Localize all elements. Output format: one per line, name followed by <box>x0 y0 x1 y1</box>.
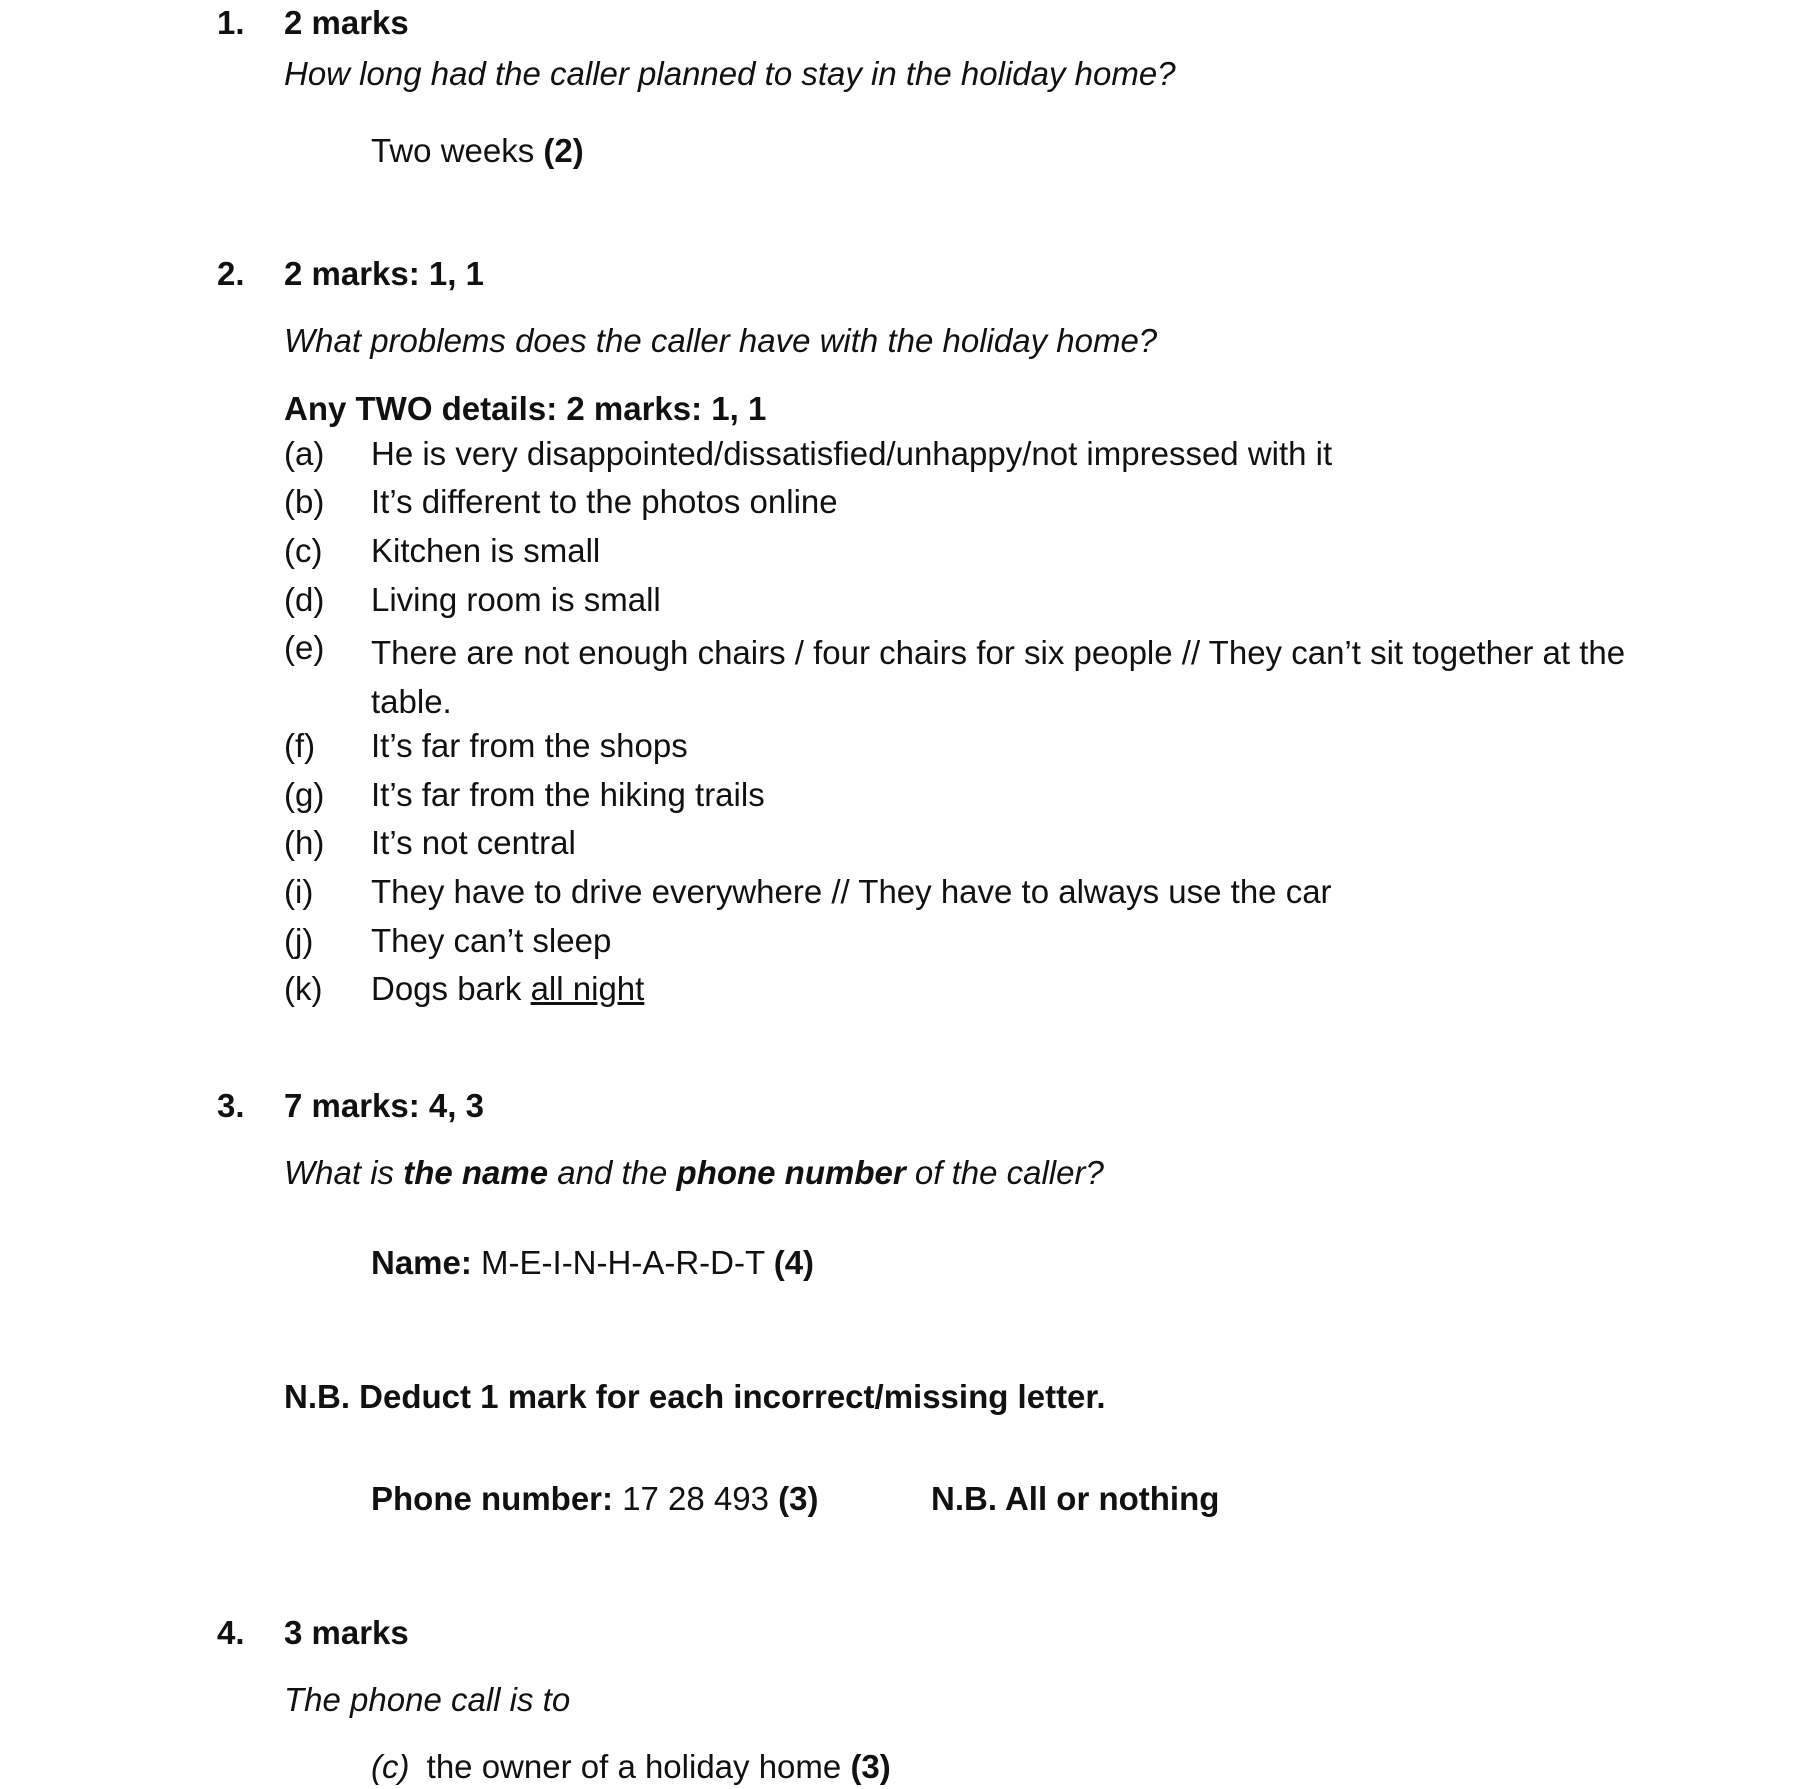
list-item-text: There are not enough chairs / four chairs for six people // They can’t sit together at the table. <box>371 634 1626 720</box>
q1-answer-text: Two weeks <box>371 132 535 169</box>
list-item-text: It’s far from the hiking trails <box>371 776 765 813</box>
list-item-text: It’s not central <box>371 824 576 861</box>
q4-question: The phone call is to <box>284 1681 571 1718</box>
q4-answer-text: the owner of a holiday home <box>426 1748 842 1785</box>
list-item-label: (f) <box>284 727 316 764</box>
q1-question: How long had the caller planned to stay in the holiday home? <box>284 55 1176 92</box>
q3-question-part: of the caller? <box>914 1154 1104 1191</box>
q3-question-emphasis: phone number <box>676 1154 906 1191</box>
q3-number: 3. <box>217 1087 245 1124</box>
q3-name-marks: (4) <box>773 1244 815 1281</box>
q2-question: What problems does the caller have with the holiday home? <box>284 322 1158 359</box>
list-item-text: It’s different to the photos online <box>371 483 838 520</box>
list-item-label: (d) <box>284 581 325 618</box>
q4-number: 4. <box>217 1614 245 1651</box>
q3-question-part: and the <box>557 1154 668 1191</box>
q4-answer-marks: (3) <box>850 1748 891 1785</box>
q2-instruction: Any TWO details: 2 marks: 1, 1 <box>284 390 767 427</box>
list-item-text: He is very disappointed/dissatisfied/unhappy/not impressed with it <box>371 435 1333 472</box>
list-item-text: Kitchen is small <box>371 532 601 569</box>
list-item-label: (b) <box>284 483 325 520</box>
list-item-text-underlined: all night <box>530 970 645 1007</box>
list-item-text <box>371 969 644 1009</box>
list-item-label: (a) <box>284 435 325 472</box>
q3-phone-answer <box>371 1479 819 1519</box>
q3-name-value: M-E-I-N-H-A-R-D-T <box>481 1244 765 1281</box>
q3-name-label: Name: <box>371 1244 472 1281</box>
q3-question-emphasis: the name <box>403 1154 549 1191</box>
q3-deduct-note: N.B. Deduct 1 mark for each incorrect/missing letter. <box>284 1378 1106 1415</box>
list-item-label: (h) <box>284 824 325 861</box>
q3-name-answer <box>371 1243 814 1283</box>
q1-number: 1. <box>217 4 245 41</box>
list-item-text: It’s far from the shops <box>371 727 688 764</box>
q1-answer-marks: (2) <box>543 132 584 169</box>
list-item-label: (k) <box>284 970 323 1007</box>
list-item-text: Living room is small <box>371 581 661 618</box>
q3-phone-note: N.B. All or nothing <box>931 1480 1220 1517</box>
list-item-text-plain: Dogs bark <box>371 970 522 1007</box>
q3-phone-marks: (3) <box>778 1480 819 1517</box>
q2-marks: 2 marks: 1, 1 <box>284 255 484 292</box>
list-item-label: (e) <box>284 629 325 666</box>
q3-phone-label: Phone number: <box>371 1480 614 1517</box>
q3-marks: 7 marks: 4, 3 <box>284 1087 484 1124</box>
q1-marks: 2 marks <box>284 4 409 41</box>
q3-phone-value: 17 28 493 <box>622 1480 769 1517</box>
q4-answer-label: (c) <box>371 1748 410 1785</box>
q4-answer <box>371 1747 891 1787</box>
q2-number: 2. <box>217 255 245 292</box>
list-item-label: (j) <box>284 922 314 959</box>
list-item-text: They can’t sleep <box>371 922 612 959</box>
q4-marks: 3 marks <box>284 1614 409 1651</box>
list-item-label: (c) <box>284 532 323 569</box>
q3-question-part: What is <box>284 1154 395 1191</box>
list-item-label: (i) <box>284 873 314 910</box>
q3-question <box>284 1153 1104 1193</box>
list-item-label: (g) <box>284 776 325 813</box>
list-item-text: They have to drive everywhere // They have to always use the car <box>371 873 1332 910</box>
q1-answer <box>371 131 584 171</box>
